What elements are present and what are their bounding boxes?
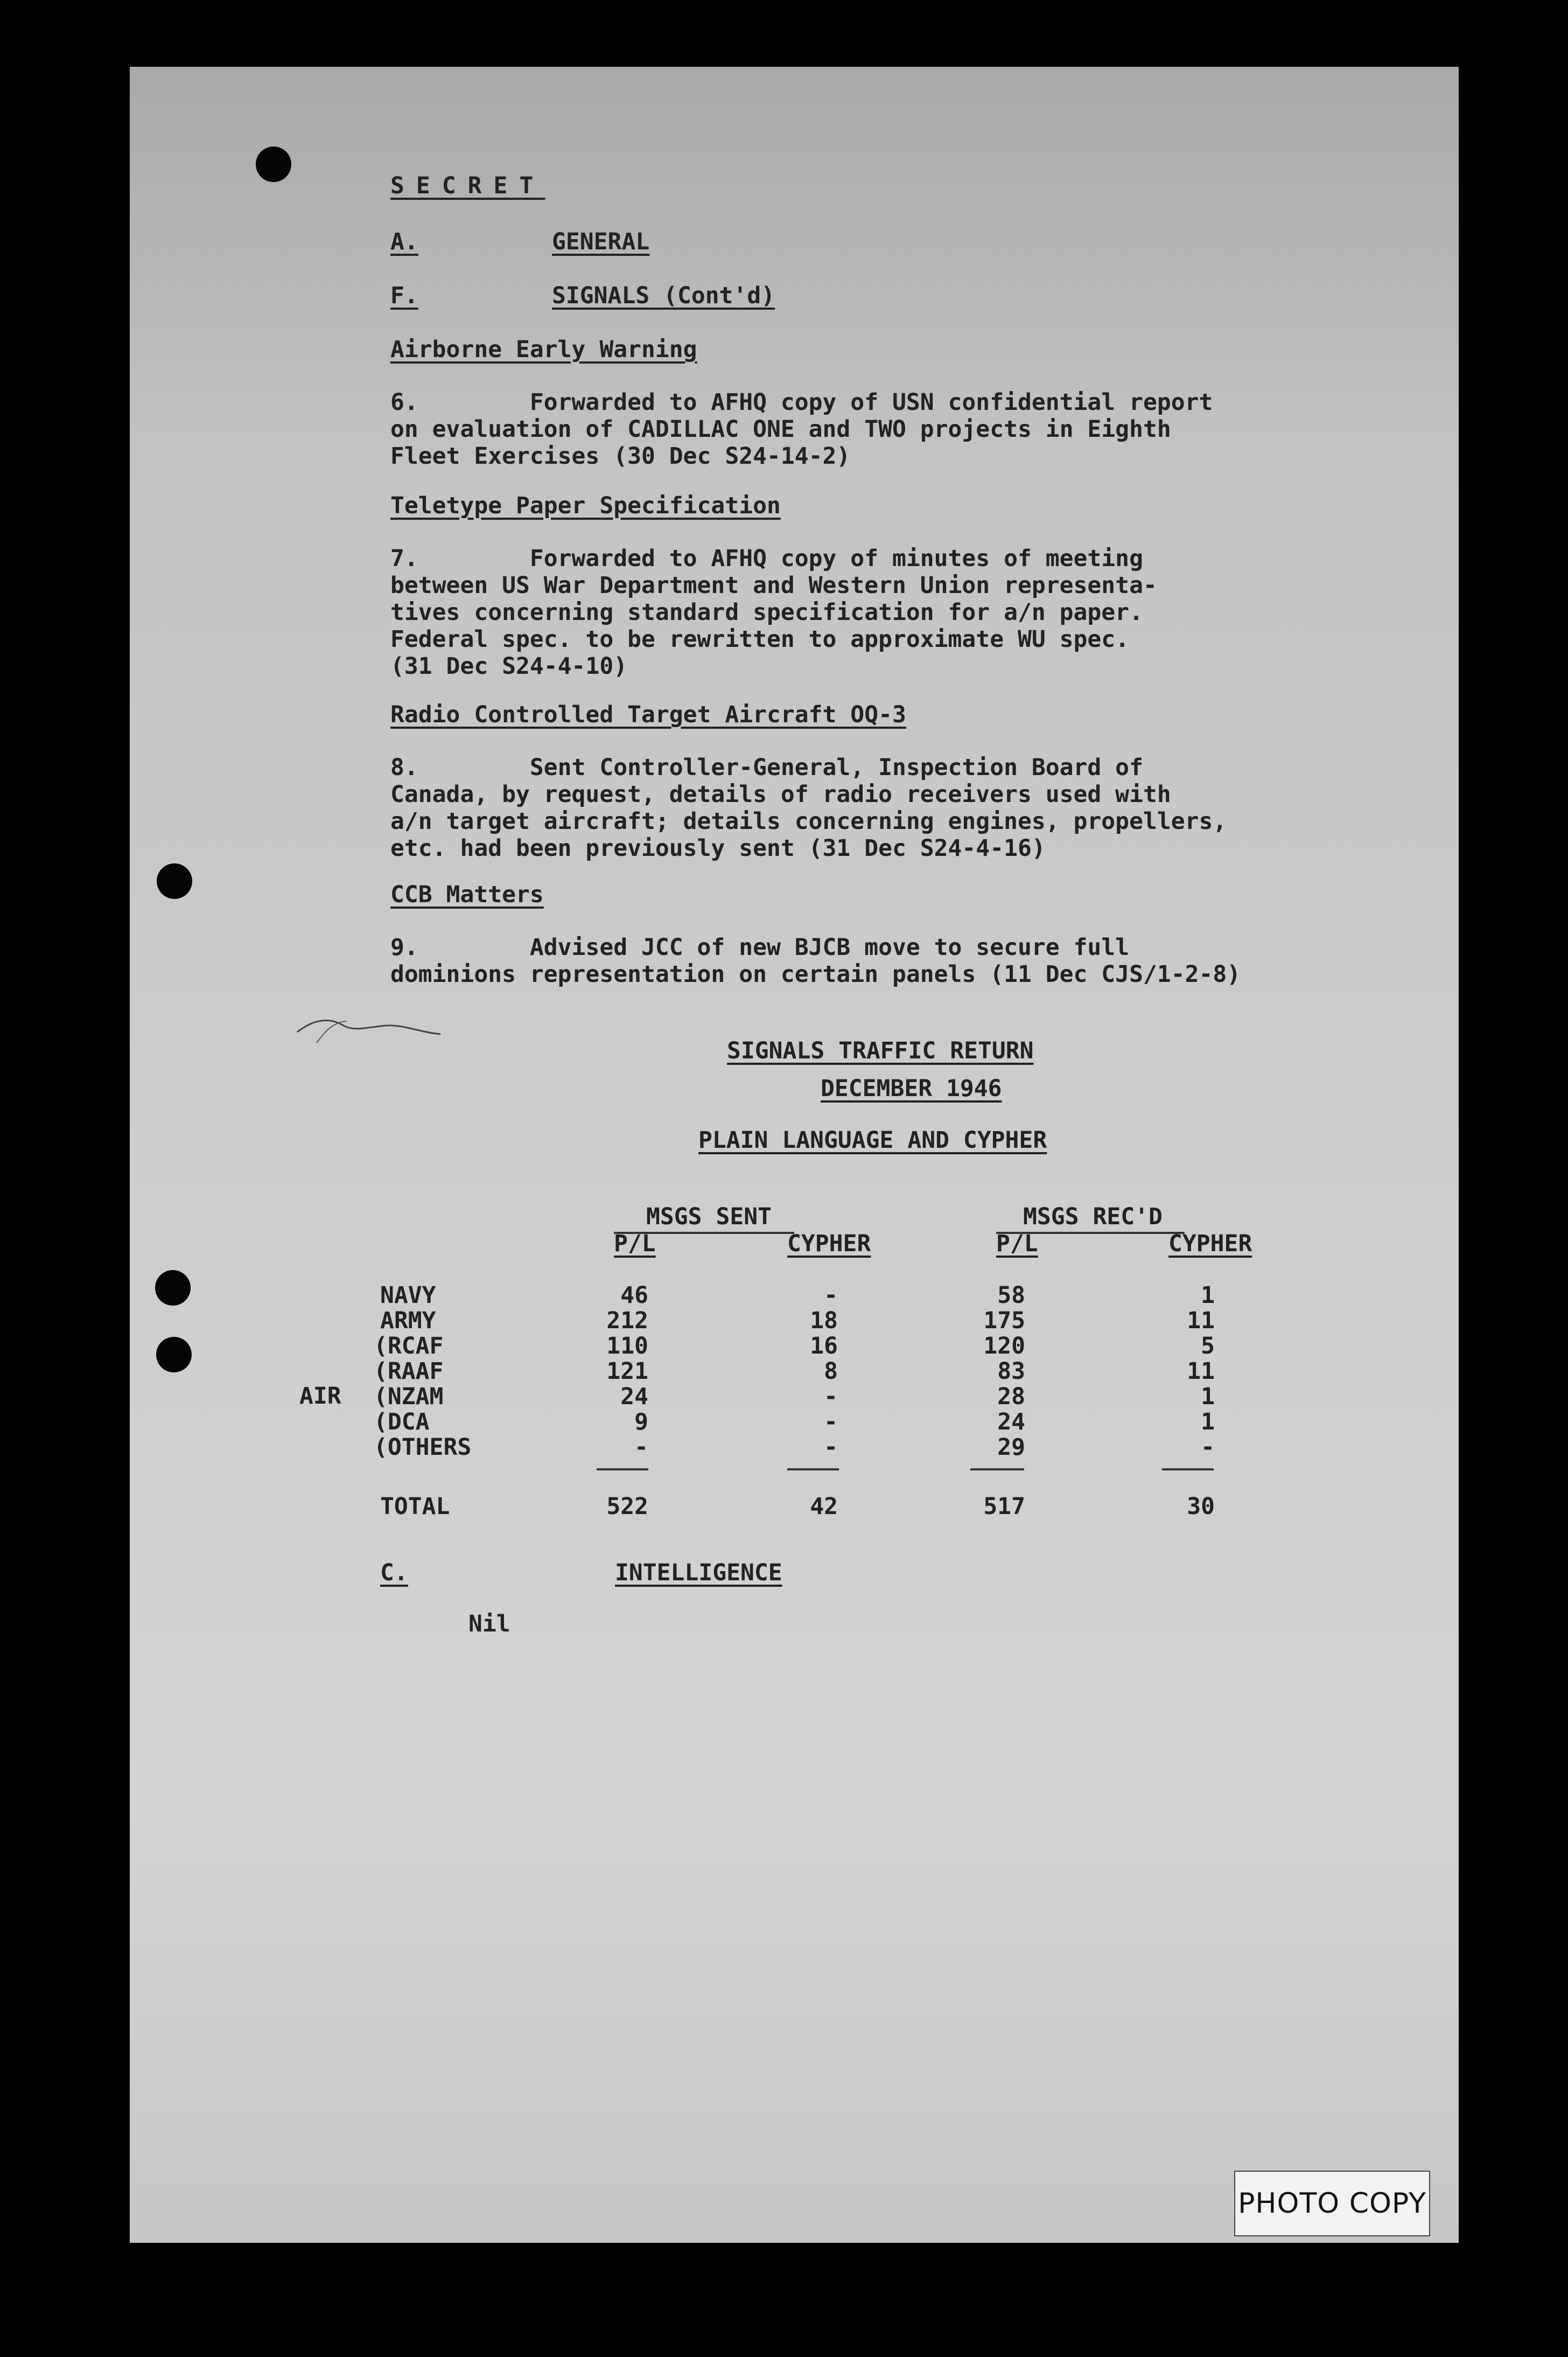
para-6-line-3: Fleet Exercises (30 Dec S24-14-2)	[390, 443, 851, 470]
recd-cypher-cell: -	[1201, 1434, 1215, 1461]
sent-pl-cell: 24	[620, 1383, 648, 1410]
sent-cypher-cell: 8	[824, 1358, 838, 1385]
punch-hole-middle	[157, 863, 192, 899]
para-7-line-3: tives concerning standard specification for a/n paper.	[390, 599, 1143, 626]
para-8-line-4: etc. had been previously sent (31 Dec S24-4-16)	[390, 835, 1046, 862]
para-6-line-2: on evaluation of CADILLAC ONE and TWO projects in Eighth	[390, 416, 1171, 443]
para-7-line-4: Federal spec. to be rewritten to approximate WU spec.	[390, 626, 1130, 653]
recd-cypher-cell: 11	[1187, 1307, 1215, 1334]
col-recd-pl: P/L	[996, 1230, 1038, 1257]
recd-pl-cell: 28	[997, 1383, 1025, 1410]
section-f-title: SIGNALS (Cont'd)	[552, 282, 775, 309]
punch-hole-lower-1	[155, 1270, 191, 1306]
col-recd-cypher: CYPHER	[1168, 1230, 1252, 1257]
recd-pl-cell: 29	[997, 1434, 1025, 1461]
sent-cypher-cell: 16	[810, 1333, 838, 1359]
sum-rule-sent-cypher	[787, 1468, 839, 1470]
para-6-line-1: 6. Forwarded to AFHQ copy of USN confidential report	[390, 389, 1213, 416]
traffic-subtitle: PLAIN LANGUAGE AND CYPHER	[698, 1127, 1047, 1154]
section-c-letter: C.	[380, 1559, 408, 1586]
row-label: NAVY	[380, 1282, 436, 1309]
total-recd-cypher: 30	[1187, 1493, 1215, 1520]
recd-cypher-cell: 5	[1201, 1333, 1215, 1359]
sent-cypher-cell: -	[824, 1282, 838, 1309]
photocopy-stamp: PHOTO COPY	[1234, 2171, 1430, 2236]
sent-pl-cell: 110	[606, 1333, 648, 1359]
group-msgs-sent: MSGS SENT	[646, 1203, 772, 1230]
section-a-title: GENERAL	[552, 228, 650, 255]
recd-cypher-cell: 1	[1201, 1383, 1215, 1410]
section-f-letter: F.	[390, 282, 418, 309]
sent-pl-cell: 46	[620, 1282, 648, 1309]
row-label: (OTHERS	[374, 1434, 472, 1461]
sent-cypher-cell: -	[824, 1383, 838, 1410]
section-c-title: INTELLIGENCE	[615, 1559, 782, 1586]
para-8-line-1: 8. Sent Controller-General, Inspection Board of	[390, 754, 1143, 781]
group-msgs-recd: MSGS REC'D	[1023, 1203, 1163, 1230]
para-8-line-2: Canada, by request, details of radio receivers used with	[390, 781, 1171, 808]
air-group-label: AIR	[299, 1383, 341, 1410]
row-label: (RAAF	[374, 1358, 444, 1385]
total-sent-cypher: 42	[810, 1493, 838, 1520]
sent-pl-cell: 9	[634, 1408, 648, 1435]
para-7-line-2: between US War Department and Western Union representa-	[390, 572, 1157, 599]
sum-rule-recd-pl	[970, 1468, 1024, 1470]
recd-cypher-cell: 11	[1187, 1358, 1215, 1385]
heading-airborne-early-warning: Airborne Early Warning	[390, 336, 697, 363]
para-9-line-2: dominions representation on certain panels (11 Dec CJS/1-2-8)	[390, 961, 1241, 988]
para-8-line-3: a/n target aircraft; details concerning engines, propellers,	[390, 808, 1227, 835]
para-7-line-5: (31 Dec S24-4-10)	[390, 653, 628, 680]
sent-pl-cell: -	[634, 1434, 648, 1461]
sent-pl-cell: 212	[606, 1307, 648, 1334]
recd-pl-cell: 24	[997, 1408, 1025, 1435]
traffic-title: SIGNALS TRAFFIC RETURN	[727, 1037, 1034, 1064]
total-recd-pl: 517	[983, 1493, 1025, 1520]
section-a-letter: A.	[390, 228, 418, 255]
punch-hole-lower-2	[156, 1337, 192, 1372]
classification: SECRET	[390, 172, 545, 199]
section-c-body: Nil	[468, 1610, 510, 1637]
recd-cypher-cell: 1	[1201, 1408, 1215, 1435]
row-label: (RCAF	[374, 1333, 444, 1359]
heading-ccb-matters: CCB Matters	[390, 881, 544, 908]
heading-teletype-paper: Teletype Paper Specification	[390, 492, 781, 519]
recd-cypher-cell: 1	[1201, 1282, 1215, 1309]
total-sent-pl: 522	[606, 1493, 648, 1520]
col-sent-cypher: CYPHER	[787, 1230, 871, 1257]
col-sent-pl: P/L	[614, 1230, 656, 1257]
pencil-mark	[295, 1010, 446, 1048]
recd-pl-cell: 58	[997, 1282, 1025, 1309]
sum-rule-recd-cypher	[1162, 1468, 1214, 1470]
sent-cypher-cell: -	[824, 1408, 838, 1435]
recd-pl-cell: 175	[983, 1307, 1025, 1334]
para-9-line-1: 9. Advised JCC of new BJCB move to secure full	[390, 934, 1130, 961]
sent-pl-cell: 121	[606, 1358, 648, 1385]
sent-cypher-cell: 18	[810, 1307, 838, 1334]
punch-hole-top	[256, 147, 291, 182]
traffic-period: DECEMBER 1946	[821, 1075, 1002, 1102]
row-label: (NZAM	[374, 1383, 444, 1410]
heading-radio-controlled-target: Radio Controlled Target Aircraft OQ-3	[390, 701, 906, 728]
row-label: (DCA	[374, 1408, 430, 1435]
sum-rule-sent-pl	[597, 1468, 648, 1470]
recd-pl-cell: 120	[983, 1333, 1025, 1359]
row-label: ARMY	[380, 1307, 436, 1334]
total-label: TOTAL	[380, 1493, 450, 1520]
para-7-line-1: 7. Forwarded to AFHQ copy of minutes of meeting	[390, 545, 1143, 572]
sent-cypher-cell: -	[824, 1434, 838, 1461]
recd-pl-cell: 83	[997, 1358, 1025, 1385]
